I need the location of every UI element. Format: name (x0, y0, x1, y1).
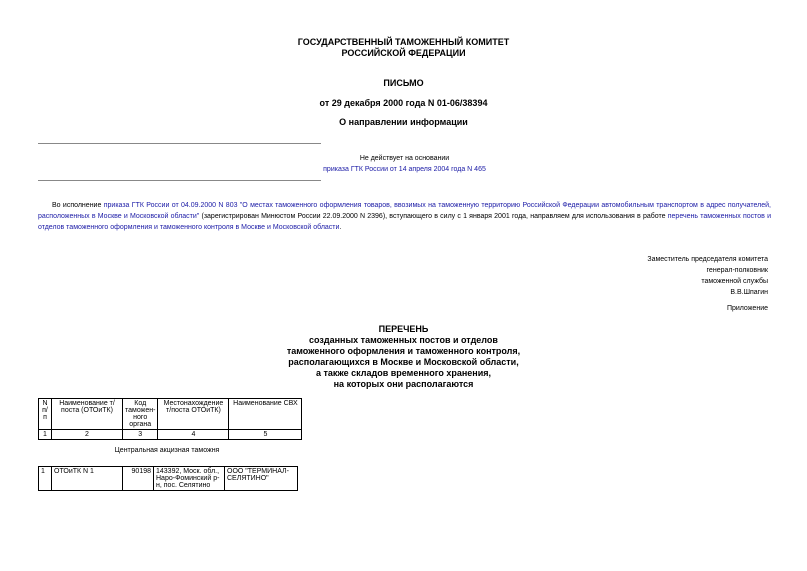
intro-text-3: . (339, 224, 342, 231)
status-link[interactable]: приказа ГТК России от 14 апреля 2004 года N 465 (323, 166, 486, 173)
col-header-number: N п/п (39, 399, 52, 430)
list-title: ПЕРЕЧЕНЬ (378, 324, 429, 334)
list-title-line4: располагающихся в Москве и Московской области, (288, 357, 519, 367)
row-number: 1 (39, 467, 52, 491)
doc-type: ПИСЬМО (383, 78, 424, 88)
intro-paragraph (38, 200, 771, 233)
col-header-post-name: Наименование т/поста (ОТОиТК) (52, 399, 123, 430)
status-note (38, 154, 771, 174)
org-name-line2: РОССИЙСКОЙ ФЕДЕРАЦИИ (341, 48, 466, 58)
table-header-row (39, 399, 302, 430)
signature-line-3: таможенной службы (701, 278, 768, 285)
col-header-code: Код таможен- ного органа (123, 399, 158, 430)
col-number-3: 3 (123, 430, 158, 440)
appendix-label: Приложение (726, 305, 768, 312)
table-column-numbers (39, 430, 302, 440)
org-name-line1: ГОСУДАРСТВЕННЫЙ ТАМОЖЕННЫЙ КОМИТЕТ (297, 37, 510, 47)
row-location: 143392, Моск. обл., Наро-Фоминский р-н, пос. Селятино (154, 467, 225, 491)
list-title-line3: таможенного оформления и таможенного контроля, (286, 346, 521, 356)
table-row (39, 467, 298, 491)
signature-name: В.В.Шпагин (730, 289, 768, 296)
divider-top (38, 143, 321, 144)
divider-bottom (38, 180, 321, 181)
col-number-4: 4 (158, 430, 229, 440)
list-title-line2: созданных таможенных постов и отделов (309, 335, 498, 345)
intro-text-2: (зарегистрирован Минюстом России 22.09.2000 N 2396), вступающего в силу с 1 января 2001 года, направляем для использования в работе (199, 213, 668, 220)
list-table-rows (38, 466, 298, 491)
row-post-name: ОТОиТК N 1 (52, 467, 123, 491)
list-link[interactable]: перечень таможенных постов и отделов таможенного оформления и таможенного контроля в Москве и Московской области (38, 213, 771, 231)
signature-block (647, 254, 768, 298)
order-803-link[interactable]: приказа ГТК России от 04.09.2000 N 803 "О местах таможенного оформления товаров, ввозимых на таможенную территорию Российской Федерации автомобильным транспортом в адрес получателей, расположенных в Москве и Московской области" (38, 202, 771, 220)
signature-line-2: генерал-полковник (706, 267, 768, 274)
doc-date: от 29 декабря 2000 года N 01-06/38394 (319, 98, 488, 108)
list-title-line5: а также складов временного хранения, (315, 368, 492, 378)
col-number-2: 2 (52, 430, 123, 440)
row-code: 90198 (123, 467, 154, 491)
list-table-header (38, 398, 302, 440)
list-title-line6: на которых они располагаются (333, 379, 474, 389)
status-line: Не действует на основании (359, 155, 450, 162)
col-number-1: 1 (39, 430, 52, 440)
row-svh: ООО "ТЕРМИНАЛ-СЕЛЯТИНО" (225, 467, 298, 491)
col-header-location: Местонахождение т/поста ОТОиТК) (158, 399, 229, 430)
signature-line-1: Заместитель председателя комитета (647, 256, 768, 263)
col-number-5: 5 (229, 430, 302, 440)
col-header-svh: Наименование СВХ (229, 399, 302, 430)
table-section-label: Центральная акцизная таможня (114, 447, 220, 454)
intro-text-1: Во исполнение (52, 202, 104, 209)
doc-subject: О направлении информации (339, 117, 468, 127)
